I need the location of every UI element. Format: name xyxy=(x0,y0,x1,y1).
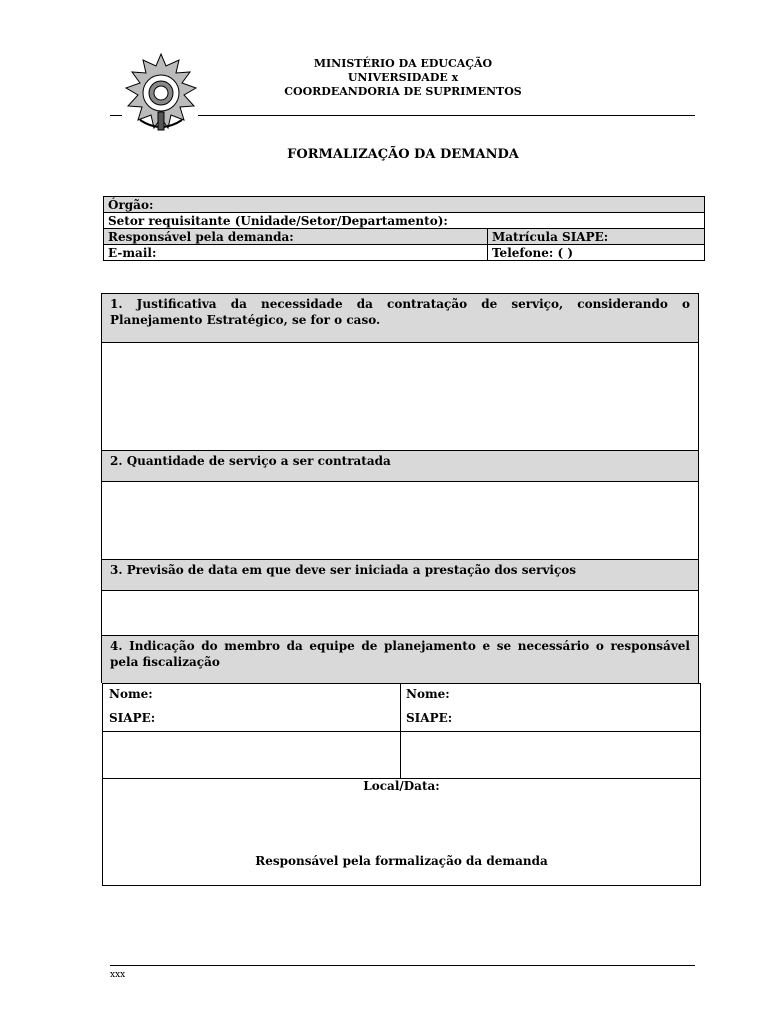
university-name: UNIVERSIDADE x xyxy=(347,71,459,84)
footer-rule xyxy=(110,965,695,966)
section-3-header: 3. Previsão de data em que deve ser iniciada a prestação dos serviços xyxy=(102,559,698,591)
section-3-answer-area[interactable] xyxy=(102,591,698,636)
signature-right-area[interactable] xyxy=(400,731,700,778)
siape-left-label: SIAPE: xyxy=(109,711,156,725)
responsavel-field[interactable]: Responsável pela demanda: xyxy=(104,229,488,245)
signature-left-area[interactable] xyxy=(103,731,400,778)
ministry-name: MINISTÉRIO DA EDUCAÇÃO xyxy=(313,57,493,70)
orgao-field[interactable]: Órgão: xyxy=(104,197,705,213)
department-name: COORDEANDORIA DE SUPRIMENTOS xyxy=(284,85,522,98)
section-2-answer-area[interactable] xyxy=(102,482,698,560)
document-title: FORMALIZAÇÃO DA DEMANDA xyxy=(287,147,519,162)
section-2-header: 2. Quantidade de serviço a ser contratada xyxy=(102,450,698,482)
setor-field[interactable]: Setor requisitante (Unidade/Setor/Departamento): xyxy=(104,213,705,229)
siape-right-label: SIAPE: xyxy=(406,711,453,725)
nome-right-label: Nome: xyxy=(406,687,450,701)
setor-row xyxy=(104,213,705,229)
responsavel-row xyxy=(104,229,705,245)
member-right-cell[interactable] xyxy=(400,684,700,731)
signature-box xyxy=(102,683,701,886)
local-data-label[interactable]: Local/Data: xyxy=(363,779,440,793)
responsavel-formalizacao-label: Responsável pela formalização da demanda xyxy=(255,854,548,868)
orgao-row xyxy=(104,197,705,213)
requester-info-table xyxy=(103,196,705,261)
footer-text: xxx xyxy=(110,970,126,980)
member-left-cell[interactable] xyxy=(103,684,400,731)
institution-header xyxy=(250,57,556,99)
section-1-header: 1. Justificativa da necessidade da contratação de serviço, considerando o Planejamento Estratégico, se for o caso. xyxy=(102,294,698,343)
header-rule-left xyxy=(110,115,122,116)
section-1-answer-area[interactable] xyxy=(102,343,698,450)
nome-left-label: Nome: xyxy=(109,687,153,701)
section-4-header: 4. Indicação do membro da equipe de planejamento e se necessário o responsável pela fiscalização xyxy=(102,635,698,683)
telefone-field[interactable]: Telefone: ( ) xyxy=(488,245,705,261)
header-rule-right xyxy=(198,115,695,116)
contact-row xyxy=(104,245,705,261)
sections-box xyxy=(101,293,699,683)
matricula-field[interactable]: Matrícula SIAPE: xyxy=(488,229,705,245)
email-field[interactable]: E-mail: xyxy=(104,245,488,261)
brazil-coat-of-arms-icon xyxy=(118,50,204,136)
